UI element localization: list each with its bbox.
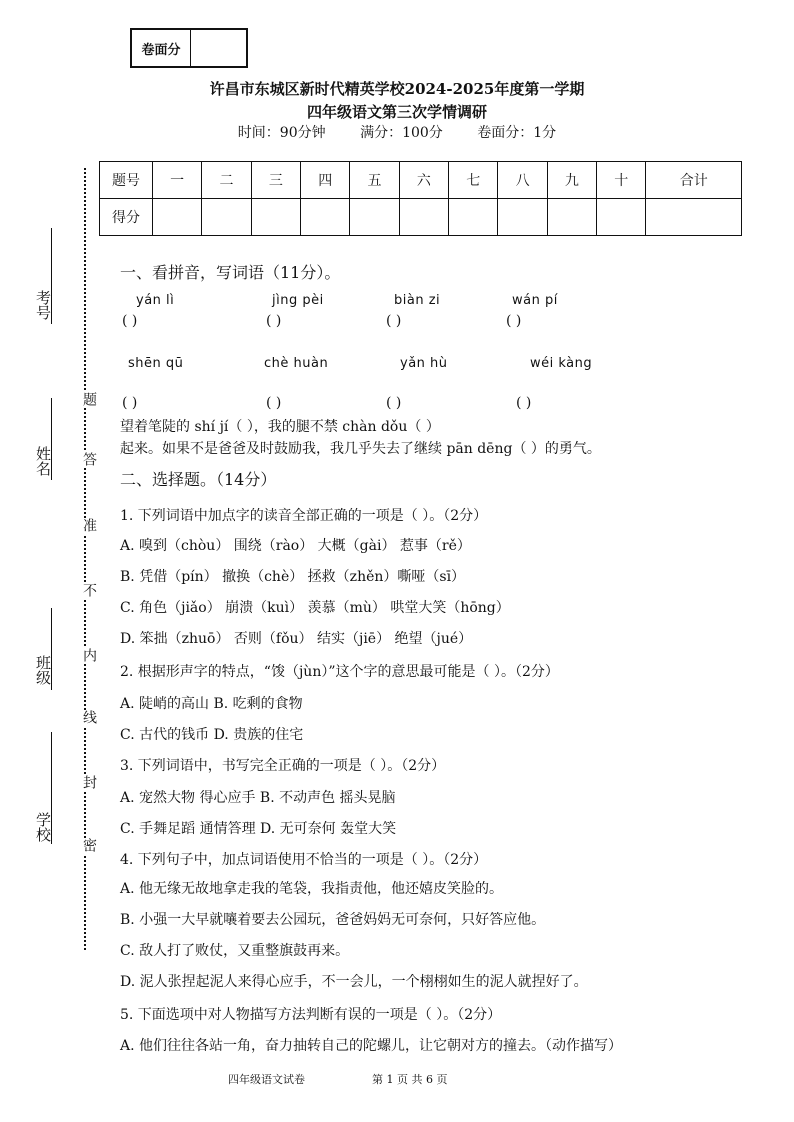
binding-char: 不: [81, 583, 97, 599]
score-cell[interactable]: [547, 199, 596, 236]
binding-label-school: 学校: [34, 812, 52, 842]
score-table-header-cell: 六: [399, 162, 448, 199]
score-table-header-cell: 三: [251, 162, 300, 199]
answer-blank[interactable]: ( ): [266, 395, 282, 411]
score-cell[interactable]: [301, 199, 350, 236]
option-line: A. 陡峭的高山 B. 吃剩的食物: [120, 696, 303, 712]
footer-page-number: 第 1 页 共 6 页: [372, 1073, 448, 1086]
answer-blank[interactable]: ( ): [386, 395, 402, 411]
answer-blank[interactable]: ( ): [386, 313, 402, 329]
option-line: A. 他们往往各站一角，奋力抽转自己的陀螺儿，让它朝对方的撞去。（动作描写）: [120, 1038, 623, 1054]
exam-meta: [0, 122, 794, 142]
score-table-header-cell: 二: [202, 162, 251, 199]
pinyin: yǎn hù: [400, 356, 448, 371]
score-table-score-label: 得分: [100, 199, 153, 236]
score-table-header-cell: 十: [597, 162, 646, 199]
score-cell[interactable]: [646, 199, 742, 236]
answer-blank[interactable]: ( ): [516, 395, 532, 411]
question-line: 5. 下面选项中对人物描写方法判断有误的一项是（ ）。（2分）: [120, 1007, 502, 1023]
score-cell[interactable]: [597, 199, 646, 236]
exam-title: 许昌市东城区新时代精英学校2024-2025年度第一学期: [209, 80, 585, 98]
school-blank[interactable]: [51, 732, 52, 844]
answer-blank[interactable]: ( ): [122, 313, 138, 329]
question-line: 1. 下列词语中加点字的读音全部正确的一项是（ ）。（2分）: [120, 508, 488, 524]
pinyin: yán lì: [136, 293, 175, 308]
question-line: 2. 根据形声字的特点，“馂（jùn）”这个字的意思最可能是（ ）。（2分）: [120, 664, 559, 680]
binding-char: 线: [81, 710, 97, 726]
binding-char: 题: [81, 392, 97, 408]
neatness-score-value[interactable]: [191, 30, 246, 66]
section2-heading: 二、选择题。（14分）: [120, 470, 277, 489]
score-table-header-cell: 一: [153, 162, 202, 199]
neatness-score-label: 卷面分: [132, 30, 191, 66]
binding-char: 答: [81, 452, 97, 468]
score-table-header-cell: 题号: [100, 162, 153, 199]
section1-heading: 一、看拼音，写词语（11分）。: [120, 263, 341, 282]
neatness-score-box: [130, 28, 248, 68]
paragraph-line: 起来。如果不是爸爸及时鼓励我，我几乎失去了继续 pān dēng（ ）的勇气。: [120, 441, 601, 457]
exam-time: 时间：90分钟: [237, 125, 326, 141]
score-cell[interactable]: [153, 199, 202, 236]
score-table-header-cell: 合计: [646, 162, 742, 199]
binding-label-class: 班级: [34, 655, 52, 685]
score-cell[interactable]: [449, 199, 498, 236]
score-table-header-cell: 四: [301, 162, 350, 199]
score-table-header-cell: 五: [350, 162, 399, 199]
score-table-score-row: [100, 199, 742, 236]
option-line: C. 古代的钱币 D. 贵族的住宅: [120, 727, 304, 743]
pinyin: chè huàn: [264, 356, 329, 371]
score-table-header-cell: 九: [547, 162, 596, 199]
option-line: A. 宠然大物 得心应手 B. 不动声色 摇头晃脑: [120, 790, 396, 806]
pinyin: wán pí: [512, 293, 558, 308]
class-blank[interactable]: [51, 608, 52, 690]
score-table-header-cell: 七: [449, 162, 498, 199]
question-line: 3. 下列词语中，书写完全正确的一项是（ ）。（2分）: [120, 758, 446, 774]
exam-neat-score: 卷面分：1分: [477, 125, 557, 141]
option-line: B. 小强一大早就嚷着要去公园玩，爸爸妈妈无可奈何，只好答应他。: [120, 912, 546, 928]
score-cell[interactable]: [399, 199, 448, 236]
answer-blank[interactable]: ( ): [266, 313, 282, 329]
score-cell[interactable]: [202, 199, 251, 236]
pinyin: shēn qū: [128, 356, 184, 371]
score-cell[interactable]: [251, 199, 300, 236]
binding-label-exam-number: 考号: [34, 290, 52, 320]
exam-full-score: 满分：100分: [360, 125, 443, 141]
option-line: C. 角色（jiǎo） 崩溃（kuì） 羡慕（mù） 哄堂大笑（hōng）: [120, 600, 510, 616]
score-cell[interactable]: [498, 199, 547, 236]
option-line: B. 凭借（pín） 撤换（chè） 拯救（zhěn）嘶哑（sī）: [120, 569, 466, 585]
answer-blank[interactable]: ( ): [506, 313, 522, 329]
option-line: A. 他无缘无故地拿走我的笔袋，我指责他，他还嬉皮笑脸的。: [120, 881, 504, 897]
binding-char: 密: [81, 838, 97, 854]
pinyin: jìng pèi: [272, 293, 324, 308]
binding-char: 封: [81, 775, 97, 791]
score-table-header-row: [100, 162, 742, 199]
answer-blank[interactable]: ( ): [122, 395, 138, 411]
option-line: D. 笨拙（zhuō） 否则（fǒu） 结实（jiē） 绝望（jué）: [120, 631, 473, 647]
question-line: 4. 下列句子中，加点词语使用不恰当的一项是（ ）。（2分）: [120, 852, 488, 868]
exam-number-blank[interactable]: [51, 228, 52, 324]
binding-char: 内: [81, 648, 97, 664]
paragraph-line: 望着笔陡的 shí jí（ ），我的腿不禁 chàn dǒu（ ）: [120, 419, 440, 435]
pinyin: wéi kàng: [530, 356, 593, 371]
name-blank[interactable]: [51, 398, 52, 480]
exam-subtitle: 四年级语文第三次学情调研: [306, 103, 487, 121]
pinyin: biàn zi: [394, 293, 441, 308]
score-table-header-cell: 八: [498, 162, 547, 199]
option-line: D. 泥人张捏起泥人来得心应手，不一会儿，一个栩栩如生的泥人就捏好了。: [120, 974, 588, 990]
score-cell[interactable]: [350, 199, 399, 236]
footer-left: 四年级语文试卷: [228, 1073, 305, 1086]
option-line: C. 敌人打了败仗，又重整旗鼓再来。: [120, 943, 350, 959]
binding-label-name: 姓名: [34, 446, 52, 476]
option-line: A. 嗅到（chòu） 围绕（rào） 大概（gài） 惹事（rě）: [120, 538, 471, 554]
binding-dotted-line: [84, 168, 86, 950]
score-table: [99, 161, 742, 236]
binding-char: 准: [81, 518, 97, 534]
option-line: C. 手舞足蹈 通情答理 D. 无可奈何 轰堂大笑: [120, 821, 397, 837]
